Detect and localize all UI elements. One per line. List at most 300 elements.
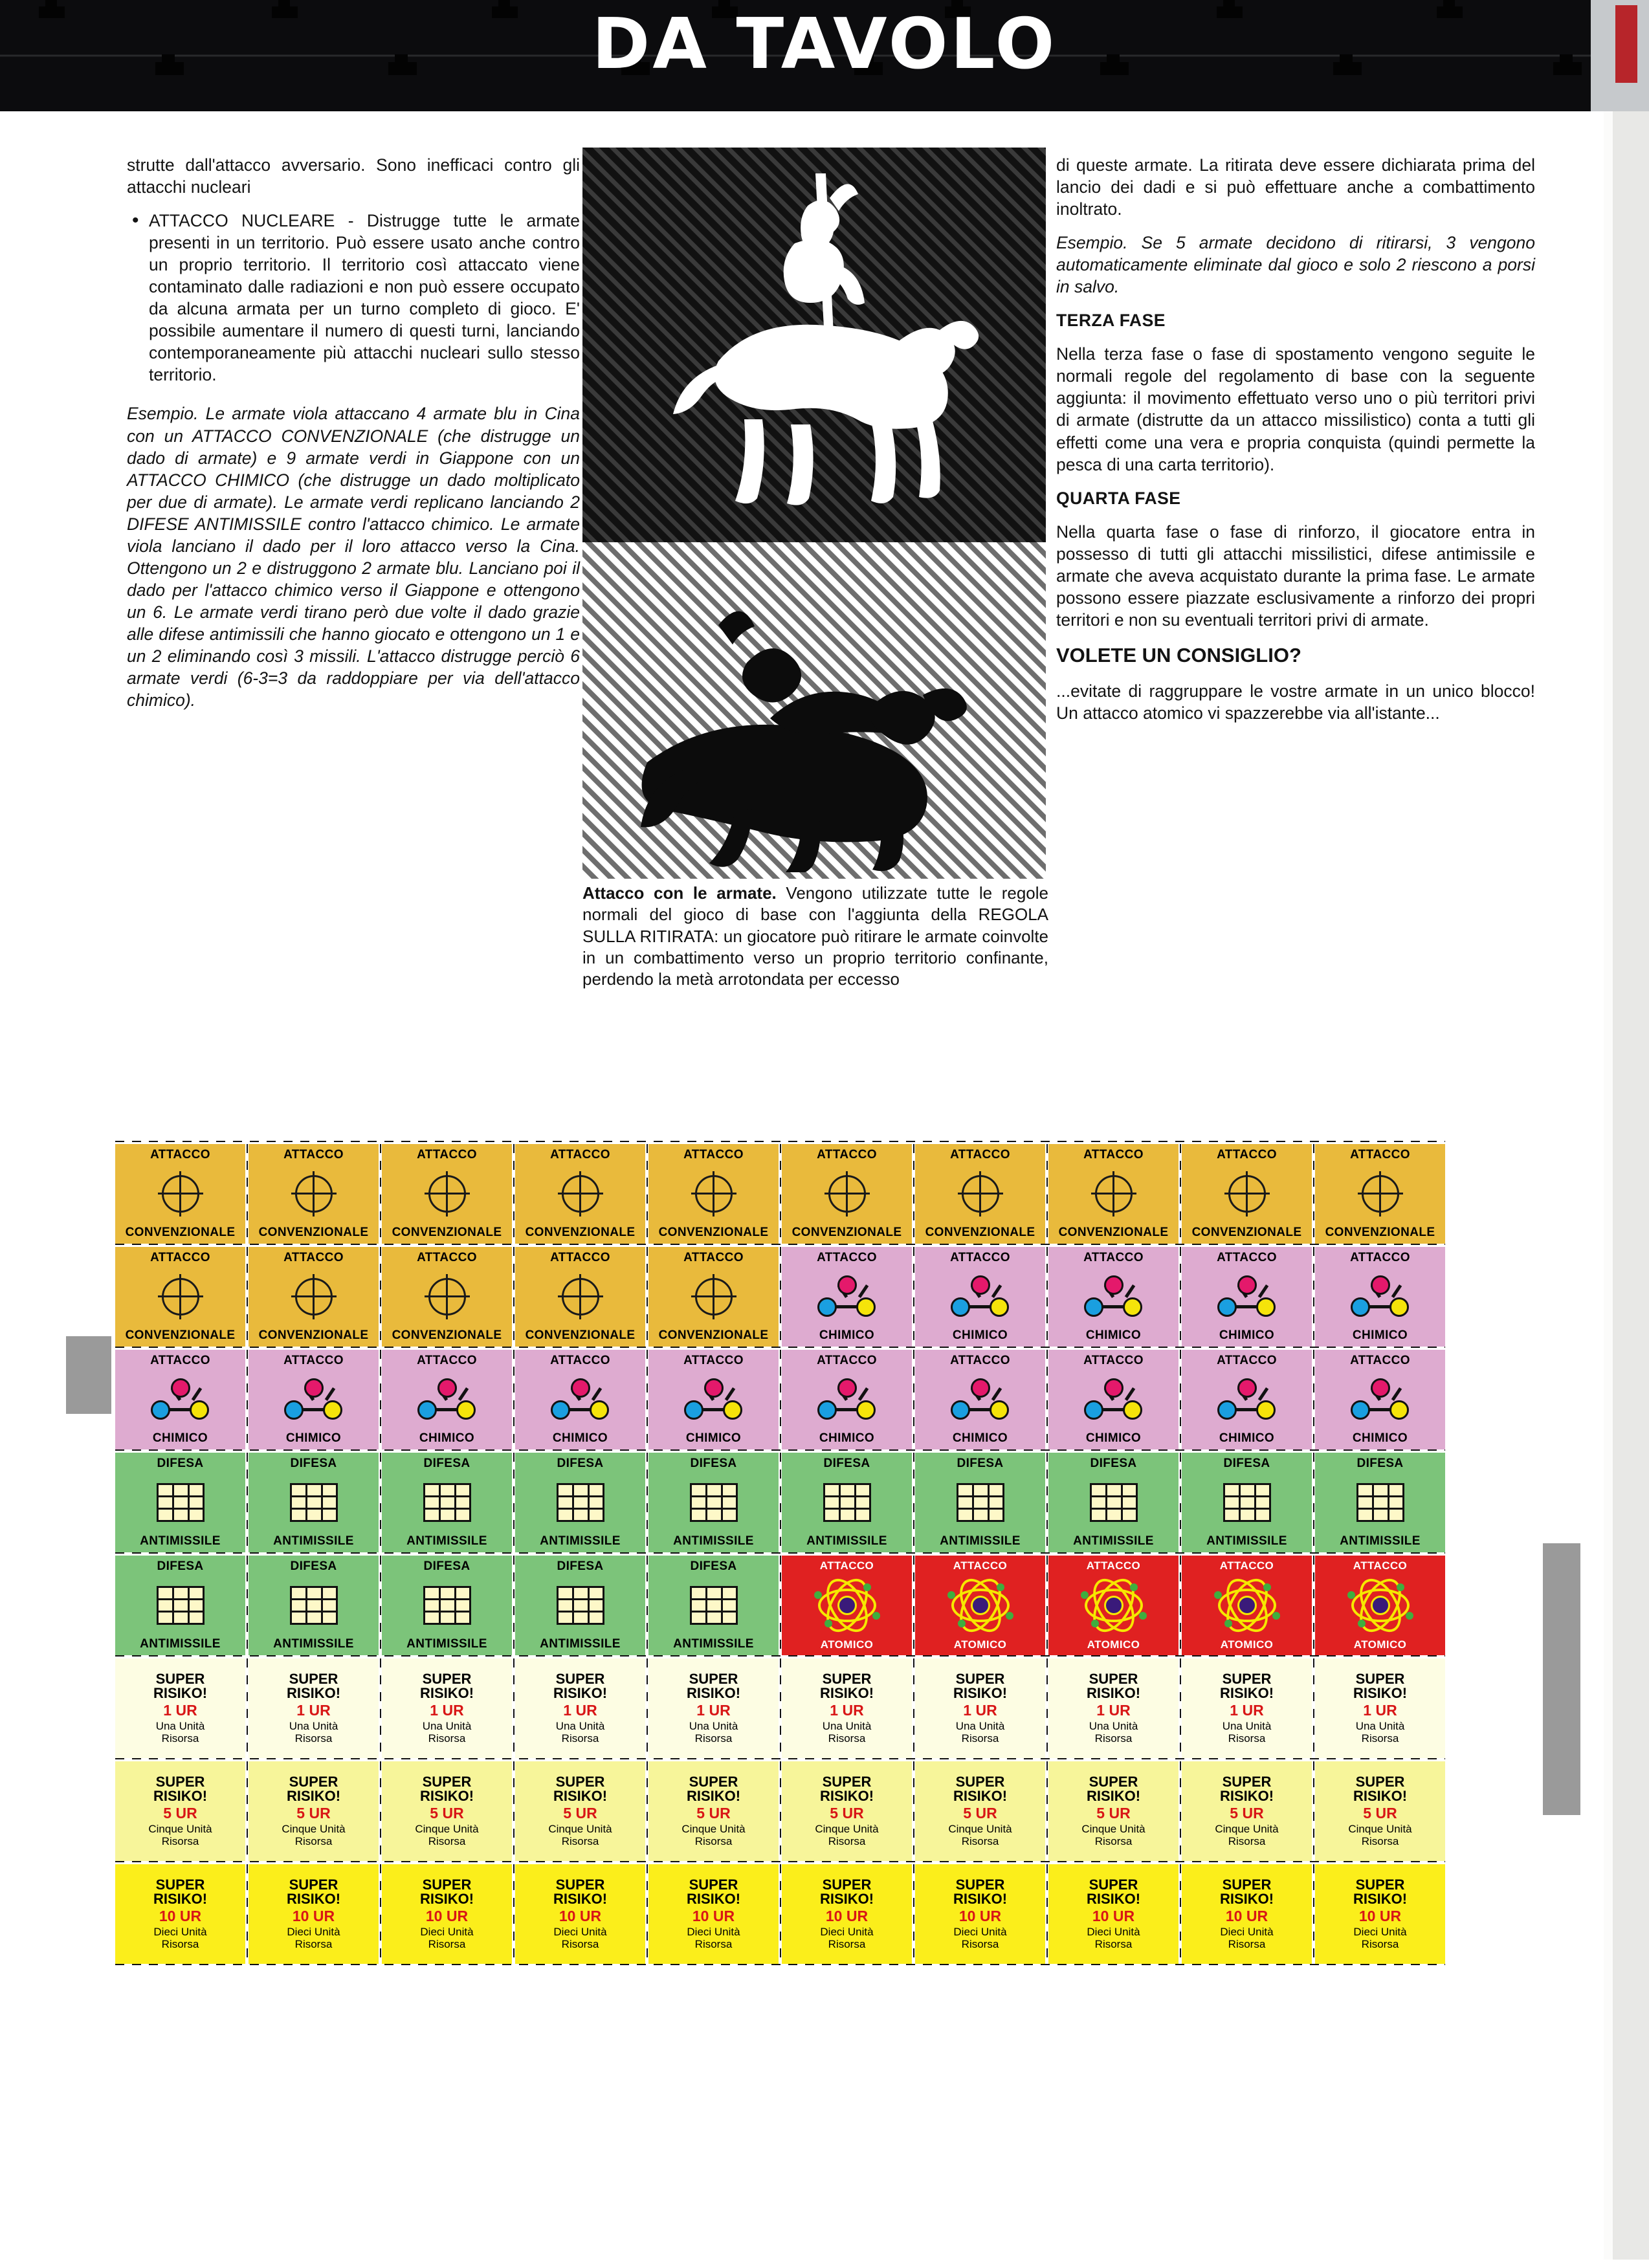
card-attacco-chimico[interactable]	[915, 1247, 1045, 1347]
antimissile-grid-icon	[1356, 1483, 1404, 1522]
card-bottom-label: CONVENZIONALE	[791, 1226, 902, 1240]
card-top-label: DIFESA	[690, 1559, 737, 1573]
page-right-edge-inner	[1604, 111, 1613, 2260]
card-unita-risorsa-ur10[interactable]	[115, 1864, 245, 1964]
card-attacco-chimico[interactable]	[1182, 1247, 1312, 1347]
crosshair-target-icon	[1358, 1171, 1403, 1217]
card-attacco-chimico[interactable]	[915, 1350, 1045, 1449]
card-value-label: 1 UR	[1230, 1701, 1264, 1719]
paragraph-quarta-fase: Nella quarta fase o fase di rinforzo, il giocatore entra in possesso di tutti gli attacchi missilistici, difese antimissile e armate che aveva acquistato durante la prima fase. Le armate possono essere piazzate esclusivamente a rinforzo dei propri territori e non su eventuali territori privi di armate.	[1056, 522, 1535, 630]
card-top-label: ATTACCO	[1217, 1354, 1277, 1367]
card-top-label: DIFESA	[423, 1457, 470, 1470]
crosshair-target-icon	[158, 1274, 203, 1319]
card-brand-label: SUPER RISIKO!	[819, 1670, 874, 1701]
card-desc-label: Una Unità Risorsa	[555, 1719, 605, 1745]
card-value-label: 5 UR	[563, 1804, 597, 1822]
card-value-label: 10 UR	[1092, 1907, 1135, 1924]
card-row	[115, 1864, 1445, 1964]
card-attacco-convenzionale[interactable]	[249, 1144, 379, 1244]
card-bottom-label: CONVENZIONALE	[1325, 1226, 1435, 1240]
antimissile-grid-icon	[1223, 1483, 1271, 1522]
chemical-molecule-icon	[1349, 1378, 1411, 1421]
card-value-label: 1 UR	[563, 1701, 597, 1719]
card-top-label: ATTACCO	[550, 1148, 610, 1162]
card-desc-label: Una Unità Risorsa	[1355, 1719, 1405, 1745]
card-brand-label: SUPER RISIKO!	[686, 1773, 741, 1804]
figure-caption	[582, 883, 1048, 990]
card-difesa-antimissile[interactable]	[515, 1556, 645, 1655]
crosshair-target-icon	[691, 1274, 736, 1319]
card-bottom-label: CHIMICO	[1352, 1328, 1408, 1343]
card-attacco-convenzionale[interactable]	[382, 1144, 512, 1244]
card-bottom-label: ATOMICO	[1353, 1638, 1407, 1651]
heading-consiglio: VOLETE UN CONSIGLIO?	[1056, 643, 1301, 666]
card-brand-label: SUPER RISIKO!	[686, 1670, 741, 1701]
card-bottom-label: CHIMICO	[1352, 1431, 1408, 1446]
card-brand-label: SUPER RISIKO!	[1086, 1773, 1141, 1804]
chemical-molecule-icon	[1083, 1275, 1145, 1318]
card-unita-risorsa-ur10[interactable]	[382, 1864, 512, 1964]
heading-quarta-fase: QUARTA FASE	[1056, 488, 1181, 508]
card-top-label: ATTACCO	[817, 1148, 877, 1162]
card-top-label: DIFESA	[690, 1457, 737, 1470]
card-difesa-antimissile[interactable]	[648, 1453, 779, 1552]
card-top-label: ATTACCO	[1086, 1559, 1141, 1572]
list-item: • ATTACCO NUCLEARE - Distrugge tutte le armate presenti in un territorio. Può essere usato anche contro un proprio territorio. Il territorio così attaccato viene contaminato dalle radiazioni e non può essere occupato da alcuna armata per un turno completo di gioco. E' possibile aumentare il numero di questi turni, lanciando contemporaneamente più attacchi nucleari sullo stesso territorio.	[127, 210, 580, 386]
card-bottom-label: ANTIMISSILE	[140, 1637, 221, 1651]
card-unita-risorsa-ur10[interactable]	[1048, 1864, 1179, 1964]
card-top-label: DIFESA	[157, 1457, 204, 1470]
card-grid	[115, 1141, 1445, 1967]
card-top-label: ATTACCO	[817, 1354, 877, 1367]
card-top-label: ATTACCO	[1350, 1148, 1410, 1162]
card-bottom-label: CONVENZIONALE	[1058, 1226, 1169, 1240]
crosshair-target-icon	[158, 1171, 203, 1217]
card-brand-label: SUPER RISIKO!	[1353, 1670, 1408, 1701]
chemical-molecule-icon	[1216, 1378, 1278, 1421]
antimissile-grid-icon	[157, 1483, 205, 1522]
card-value-label: 5 UR	[1363, 1804, 1397, 1822]
card-value-label: 1 UR	[696, 1701, 731, 1719]
card-top-label: ATTACCO	[953, 1559, 1008, 1572]
card-unita-risorsa-ur10[interactable]	[515, 1864, 645, 1964]
card-bottom-label: ANTIMISSILE	[406, 1534, 487, 1548]
card-bottom-label: CHIMICO	[685, 1431, 742, 1446]
card-desc-label: Cinque Unità Risorsa	[948, 1822, 1012, 1847]
card-attacco-chimico[interactable]	[1048, 1247, 1179, 1347]
card-top-label: ATTACCO	[417, 1354, 477, 1367]
antimissile-grid-icon	[557, 1483, 604, 1522]
atom-icon	[1078, 1582, 1149, 1629]
card-attacco-chimico[interactable]	[1315, 1350, 1445, 1449]
card-brand-label: SUPER RISIKO!	[1353, 1773, 1408, 1804]
card-unita-risorsa-ur1[interactable]	[1048, 1658, 1179, 1758]
card-desc-label: Cinque Unità Risorsa	[148, 1822, 212, 1847]
card-unita-risorsa-ur1[interactable]	[648, 1658, 779, 1758]
card-top-label: DIFESA	[557, 1457, 604, 1470]
card-bottom-label: CHIMICO	[1085, 1328, 1142, 1343]
card-top-label: ATTACCO	[417, 1148, 477, 1162]
card-bottom-label: CHIMICO	[819, 1328, 875, 1343]
card-row	[115, 1556, 1445, 1655]
card-desc-label: Dieci Unità Risorsa	[953, 1925, 1007, 1950]
atom-icon	[1345, 1582, 1416, 1629]
card-brand-label: SUPER RISIKO!	[286, 1670, 341, 1701]
paragraph-terza-fase: Nella terza fase o fase di spostamento vengono seguite le normali regole del regolamento di base con la seguente aggiunta: il movimento effettuato verso uno o più territori privi di armate (distrutte da un attacco missilistico) conta a tutti gli effetti come una vera e propria conquista (quindi permette la pesca di una carta territorio).	[1056, 344, 1535, 474]
chemical-molecule-icon	[816, 1378, 878, 1421]
card-bottom-label: ATOMICO	[1087, 1638, 1140, 1651]
atom-icon	[945, 1582, 1016, 1629]
card-value-label: 1 UR	[1363, 1701, 1397, 1719]
paragraph-consiglio: ...evitate di raggruppare le vostre armate in un unico blocco! Un attacco atomico vi spazzerebbe via all'istante...	[1056, 681, 1535, 723]
card-attacco-convenzionale[interactable]	[515, 1247, 645, 1347]
card-unita-risorsa-ur10[interactable]	[782, 1864, 912, 1964]
crosshair-target-icon	[691, 1171, 736, 1217]
figure-caption-text: Vengono utilizzate tutte le regole normali del gioco di base con l'aggiunta della REGOLA SULLA RITIRATA: un giocatore può ritirare le armate coinvolte in un combattimento verso un proprio territorio confinante, perdendo la metà arrotondata per eccesso	[582, 883, 1048, 989]
card-brand-label: SUPER RISIKO!	[1219, 1670, 1274, 1701]
card-top-label: ATTACCO	[283, 1251, 344, 1264]
antimissile-grid-icon	[423, 1483, 471, 1522]
card-top-label: ATTACCO	[550, 1251, 610, 1264]
card-top-label: ATTACCO	[1217, 1251, 1277, 1264]
figure-caption-lead: Attacco con le armate.	[582, 883, 777, 903]
card-top-label: ATTACCO	[1083, 1354, 1144, 1367]
card-value-label: 5 UR	[163, 1804, 197, 1822]
card-bottom-label: CONVENZIONALE	[392, 1328, 502, 1343]
card-top-label: ATTACCO	[817, 1251, 877, 1264]
card-attacco-chimico[interactable]	[515, 1350, 645, 1449]
card-top-label: ATTACCO	[683, 1354, 744, 1367]
card-attacco-convenzionale[interactable]	[515, 1144, 645, 1244]
card-attacco-atomico[interactable]	[915, 1556, 1045, 1655]
card-value-label: 10 UR	[425, 1907, 469, 1924]
card-value-label: 5 UR	[830, 1804, 864, 1822]
antimissile-grid-icon	[1090, 1483, 1138, 1522]
card-difesa-antimissile[interactable]	[1182, 1453, 1312, 1552]
card-brand-label: SUPER RISIKO!	[953, 1773, 1008, 1804]
card-top-label: ATTACCO	[683, 1251, 744, 1264]
card-desc-label: Dieci Unità Risorsa	[687, 1925, 740, 1950]
card-bottom-label: CHIMICO	[1219, 1328, 1275, 1343]
card-value-label: 10 UR	[825, 1907, 869, 1924]
right-example-paragraph: Esempio. Se 5 armate decidono di ritirarsi, 3 vengono automaticamente eliminate dal gioco e solo 2 riescono a porsi in salvo.	[1056, 233, 1535, 297]
card-brand-label: SUPER RISIKO!	[1086, 1670, 1141, 1701]
card-difesa-antimissile[interactable]	[1315, 1453, 1445, 1552]
card-difesa-antimissile[interactable]	[382, 1453, 512, 1552]
card-desc-label: Cinque Unità Risorsa	[1348, 1822, 1412, 1847]
card-brand-label: SUPER RISIKO!	[1353, 1876, 1408, 1907]
card-difesa-antimissile[interactable]	[1048, 1453, 1179, 1552]
chemical-molecule-icon	[949, 1378, 1012, 1421]
antimissile-grid-icon	[290, 1586, 338, 1625]
punch-out-card-sheet	[72, 1116, 1580, 2268]
chemical-molecule-icon	[549, 1378, 612, 1421]
antimissile-grid-icon	[823, 1483, 871, 1522]
card-attacco-convenzionale[interactable]	[249, 1247, 379, 1347]
card-value-label: 10 UR	[1358, 1907, 1402, 1924]
card-attacco-chimico[interactable]	[115, 1350, 245, 1449]
card-desc-label: Una Unità Risorsa	[822, 1719, 872, 1745]
card-top-label: DIFESA	[557, 1559, 604, 1573]
card-unita-risorsa-ur10[interactable]	[249, 1864, 379, 1964]
card-bottom-label: CHIMICO	[952, 1431, 1008, 1446]
card-attacco-convenzionale[interactable]	[648, 1144, 779, 1244]
card-attacco-chimico[interactable]	[782, 1350, 912, 1449]
card-top-label: ATTACCO	[550, 1354, 610, 1367]
card-unita-risorsa-ur1[interactable]	[515, 1658, 645, 1758]
card-row	[115, 1658, 1445, 1758]
card-value-label: 10 UR	[292, 1907, 335, 1924]
chemical-molecule-icon	[1216, 1275, 1278, 1318]
card-value-label: 1 UR	[296, 1701, 331, 1719]
card-desc-label: Cinque Unità Risorsa	[1081, 1822, 1145, 1847]
antimissile-grid-icon	[690, 1586, 738, 1625]
card-row	[115, 1453, 1445, 1552]
card-unita-risorsa-ur10[interactable]	[915, 1864, 1045, 1964]
card-difesa-antimissile[interactable]	[115, 1556, 245, 1655]
card-attacco-atomico[interactable]	[1048, 1556, 1179, 1655]
card-attacco-convenzionale[interactable]	[1315, 1144, 1445, 1244]
card-value-label: 1 UR	[163, 1701, 197, 1719]
card-unita-risorsa-ur1[interactable]	[115, 1658, 245, 1758]
card-brand-label: SUPER RISIKO!	[686, 1876, 741, 1907]
card-unita-risorsa-ur10[interactable]	[1182, 1864, 1312, 1964]
right-paragraph-1: di queste armate. La ritirata deve essere dichiarata prima del lancio dei dadi e si può effettuare anche a combattimento inoltrato.	[1056, 155, 1535, 219]
card-bottom-label: ANTIMISSILE	[1340, 1534, 1421, 1548]
card-value-label: 5 UR	[963, 1804, 997, 1822]
card-attacco-chimico[interactable]	[382, 1350, 512, 1449]
card-bottom-label: CONVENZIONALE	[925, 1226, 1035, 1240]
banner-red-tab	[1615, 5, 1637, 83]
card-unita-risorsa-ur5[interactable]	[1048, 1761, 1179, 1861]
card-bottom-label: CONVENZIONALE	[392, 1226, 502, 1240]
card-top-label: ATTACCO	[1350, 1251, 1410, 1264]
figure-upper-panel	[582, 148, 1046, 542]
card-top-label: DIFESA	[1090, 1457, 1137, 1470]
card-attacco-convenzionale[interactable]	[648, 1247, 779, 1347]
scan-artifact-2	[1543, 1543, 1580, 1815]
card-attacco-convenzionale[interactable]	[782, 1144, 912, 1244]
card-unita-risorsa-ur5[interactable]	[1182, 1761, 1312, 1861]
card-unita-risorsa-ur5[interactable]	[1315, 1761, 1445, 1861]
card-brand-label: SUPER RISIKO!	[1219, 1876, 1274, 1907]
card-attacco-convenzionale[interactable]	[1182, 1144, 1312, 1244]
card-unita-risorsa-ur1[interactable]	[382, 1658, 512, 1758]
card-top-label: ATTACCO	[1353, 1559, 1408, 1572]
card-bottom-label: CHIMICO	[152, 1431, 208, 1446]
card-bottom-label: ANTIMISSILE	[540, 1534, 621, 1548]
heading-terza-fase: TERZA FASE	[1056, 311, 1166, 331]
atom-icon	[1212, 1582, 1283, 1629]
card-brand-label: SUPER RISIKO!	[953, 1670, 1008, 1701]
card-top-label: ATTACCO	[1083, 1251, 1144, 1264]
crosshair-target-icon	[425, 1274, 470, 1319]
card-unita-risorsa-ur1[interactable]	[249, 1658, 379, 1758]
card-unita-risorsa-ur10[interactable]	[1315, 1864, 1445, 1964]
card-row	[115, 1761, 1445, 1861]
card-attacco-convenzionale[interactable]	[115, 1247, 245, 1347]
card-top-label: DIFESA	[1223, 1457, 1270, 1470]
card-unita-risorsa-ur5[interactable]	[382, 1761, 512, 1861]
figure-lower-panel	[582, 542, 1046, 879]
card-top-label: ATTACCO	[150, 1251, 210, 1264]
card-difesa-antimissile[interactable]	[115, 1453, 245, 1552]
card-desc-label: Una Unità Risorsa	[422, 1719, 472, 1745]
card-brand-label: SUPER RISIKO!	[286, 1876, 341, 1907]
card-bottom-label: ANTIMISSILE	[406, 1637, 487, 1651]
card-top-label: ATTACCO	[150, 1148, 210, 1162]
card-top-label: ATTACCO	[950, 1148, 1010, 1162]
card-desc-label: Cinque Unità Risorsa	[415, 1822, 479, 1847]
card-unita-risorsa-ur10[interactable]	[648, 1864, 779, 1964]
card-unita-risorsa-ur1[interactable]	[1182, 1658, 1312, 1758]
card-brand-label: SUPER RISIKO!	[819, 1773, 874, 1804]
card-difesa-antimissile[interactable]	[382, 1556, 512, 1655]
card-difesa-antimissile[interactable]	[515, 1453, 645, 1552]
card-top-label: ATTACCO	[1217, 1148, 1277, 1162]
card-attacco-convenzionale[interactable]	[382, 1247, 512, 1347]
card-value-label: 5 UR	[1096, 1804, 1131, 1822]
card-desc-label: Una Unità Risorsa	[1222, 1719, 1272, 1745]
card-unita-risorsa-ur5[interactable]	[915, 1761, 1045, 1861]
left-example-paragraph: Esempio. Le armate viola attaccano 4 armate blu in Cina con un ATTACCO CONVENZIONALE (che distrugge un dado di armate) e 9 armate verdi in Giappone con un ATTACCO CHIMICO (che distrugge un dado moltiplicato per due di armate). Le armate verdi replicano lanciando 2 DIFESE ANTIMISSILE contro l'attacco chimico. Le armate viola lanciano il dado per il loro attacco verso la Cina. Ottengono un 2 e distruggono 2 armate blu. Lanciano poi il dado per l'attacco chimico verso il Giappone e ottengono un 6. Le armate verdi tirano però due volte il dado grazie alle difese antimissili che hanno giocato e ottengono un 1 e un 2 eliminando così 3 missili. L'attacco distrugge perciò 6 armate verdi (6-3=3 da raddoppiare per via dell'attacco chimico).	[127, 404, 580, 710]
card-attacco-chimico[interactable]	[1182, 1350, 1312, 1449]
card-value-label: 5 UR	[296, 1804, 331, 1822]
card-value-label: 5 UR	[1230, 1804, 1264, 1822]
card-brand-label: SUPER RISIKO!	[1086, 1876, 1141, 1907]
scan-artifact	[66, 1336, 111, 1414]
card-bottom-label: ANTIMISSILE	[140, 1534, 221, 1548]
card-brand-label: SUPER RISIKO!	[153, 1670, 208, 1701]
card-top-label: ATTACCO	[283, 1148, 344, 1162]
card-bottom-label: CONVENZIONALE	[1191, 1226, 1302, 1240]
card-attacco-convenzionale[interactable]	[915, 1144, 1045, 1244]
card-row	[115, 1350, 1445, 1449]
card-unita-risorsa-ur1[interactable]	[915, 1658, 1045, 1758]
card-desc-label: Dieci Unità Risorsa	[287, 1925, 340, 1950]
card-value-label: 10 UR	[159, 1907, 202, 1924]
card-value-label: 10 UR	[692, 1907, 735, 1924]
card-bottom-label: CONVENZIONALE	[125, 1226, 236, 1240]
card-bottom-label: CONVENZIONALE	[125, 1328, 236, 1343]
card-bottom-label: CHIMICO	[285, 1431, 342, 1446]
card-unita-risorsa-ur1[interactable]	[1315, 1658, 1445, 1758]
card-bottom-label: CONVENZIONALE	[258, 1226, 369, 1240]
card-bottom-label: CONVENZIONALE	[525, 1328, 636, 1343]
card-desc-label: Dieci Unità Risorsa	[1220, 1925, 1274, 1950]
card-top-label: DIFESA	[290, 1457, 337, 1470]
chemical-molecule-icon	[1349, 1275, 1411, 1318]
card-attacco-chimico[interactable]	[1315, 1247, 1445, 1347]
card-desc-label: Dieci Unità Risorsa	[420, 1925, 474, 1950]
antimissile-grid-icon	[690, 1483, 738, 1522]
card-attacco-convenzionale[interactable]	[115, 1144, 245, 1244]
atom-icon	[812, 1582, 883, 1629]
crosshair-target-icon	[1224, 1171, 1270, 1217]
antimissile-grid-icon	[157, 1586, 205, 1625]
page-title: DA TAVOLO	[592, 4, 1057, 85]
card-unita-risorsa-ur1[interactable]	[782, 1658, 912, 1758]
card-bottom-label: CONVENZIONALE	[258, 1328, 369, 1343]
card-bottom-label: ANTIMISSILE	[806, 1534, 887, 1548]
card-attacco-chimico[interactable]	[249, 1350, 379, 1449]
card-unita-risorsa-ur5[interactable]	[782, 1761, 912, 1861]
card-top-label: DIFESA	[1356, 1457, 1404, 1470]
card-brand-label: SUPER RISIKO!	[419, 1876, 474, 1907]
card-top-label: ATTACCO	[283, 1354, 344, 1367]
card-desc-label: Una Unità Risorsa	[1089, 1719, 1138, 1745]
card-attacco-chimico[interactable]	[648, 1350, 779, 1449]
card-bottom-label: CHIMICO	[819, 1431, 875, 1446]
card-desc-label: Cinque Unità Risorsa	[681, 1822, 746, 1847]
left-text-column	[127, 154, 580, 723]
card-bottom-label: ANTIMISSILE	[1073, 1534, 1154, 1548]
card-difesa-antimissile[interactable]	[782, 1453, 912, 1552]
crosshair-target-icon	[425, 1171, 470, 1217]
card-bottom-label: ANTIMISSILE	[1206, 1534, 1287, 1548]
card-top-label: ATTACCO	[417, 1251, 477, 1264]
card-value-label: 10 UR	[1225, 1907, 1268, 1924]
card-unita-risorsa-ur5[interactable]	[515, 1761, 645, 1861]
card-brand-label: SUPER RISIKO!	[553, 1773, 608, 1804]
card-difesa-antimissile[interactable]	[249, 1556, 379, 1655]
card-difesa-antimissile[interactable]	[648, 1556, 779, 1655]
card-bottom-label: CHIMICO	[1219, 1431, 1275, 1446]
card-unita-risorsa-ur5[interactable]	[249, 1761, 379, 1861]
page-right-edge	[1613, 111, 1649, 2260]
chemical-molecule-icon	[949, 1275, 1012, 1318]
card-bottom-label: CONVENZIONALE	[658, 1328, 769, 1343]
crosshair-target-icon	[558, 1171, 603, 1217]
card-bottom-label: CHIMICO	[419, 1431, 475, 1446]
card-bottom-label: CHIMICO	[952, 1328, 1008, 1343]
card-brand-label: SUPER RISIKO!	[419, 1670, 474, 1701]
card-difesa-antimissile[interactable]	[249, 1453, 379, 1552]
card-value-label: 1 UR	[963, 1701, 997, 1719]
card-top-label: ATTACCO	[950, 1354, 1010, 1367]
card-attacco-atomico[interactable]	[1182, 1556, 1312, 1655]
card-brand-label: SUPER RISIKO!	[286, 1773, 341, 1804]
card-bottom-label: ATOMICO	[1220, 1638, 1274, 1651]
card-brand-label: SUPER RISIKO!	[819, 1876, 874, 1907]
card-bottom-label: CHIMICO	[1085, 1431, 1142, 1446]
card-attacco-convenzionale[interactable]	[1048, 1144, 1179, 1244]
card-unita-risorsa-ur5[interactable]	[648, 1761, 779, 1861]
card-top-label: ATTACCO	[1083, 1148, 1144, 1162]
card-brand-label: SUPER RISIKO!	[153, 1876, 208, 1907]
card-top-label: ATTACCO	[683, 1148, 744, 1162]
card-row	[115, 1247, 1445, 1347]
card-difesa-antimissile[interactable]	[915, 1453, 1045, 1552]
crosshair-target-icon	[825, 1171, 870, 1217]
card-desc-label: Una Unità Risorsa	[289, 1719, 338, 1745]
crosshair-target-icon	[291, 1274, 337, 1319]
card-desc-label: Cinque Unità Risorsa	[1215, 1822, 1279, 1847]
card-attacco-chimico[interactable]	[782, 1247, 912, 1347]
card-attacco-atomico[interactable]	[782, 1556, 912, 1655]
card-brand-label: SUPER RISIKO!	[953, 1876, 1008, 1907]
card-attacco-atomico[interactable]	[1315, 1556, 1445, 1655]
card-desc-label: Una Unità Risorsa	[689, 1719, 738, 1745]
card-bottom-label: ATOMICO	[820, 1638, 874, 1651]
page-banner	[0, 0, 1649, 111]
chemical-molecule-icon	[283, 1378, 345, 1421]
card-value-label: 10 UR	[559, 1907, 602, 1924]
card-bottom-label: ANTIMISSILE	[940, 1534, 1021, 1548]
card-unita-risorsa-ur5[interactable]	[115, 1761, 245, 1861]
card-top-label: ATTACCO	[150, 1354, 210, 1367]
card-attacco-chimico[interactable]	[1048, 1350, 1179, 1449]
